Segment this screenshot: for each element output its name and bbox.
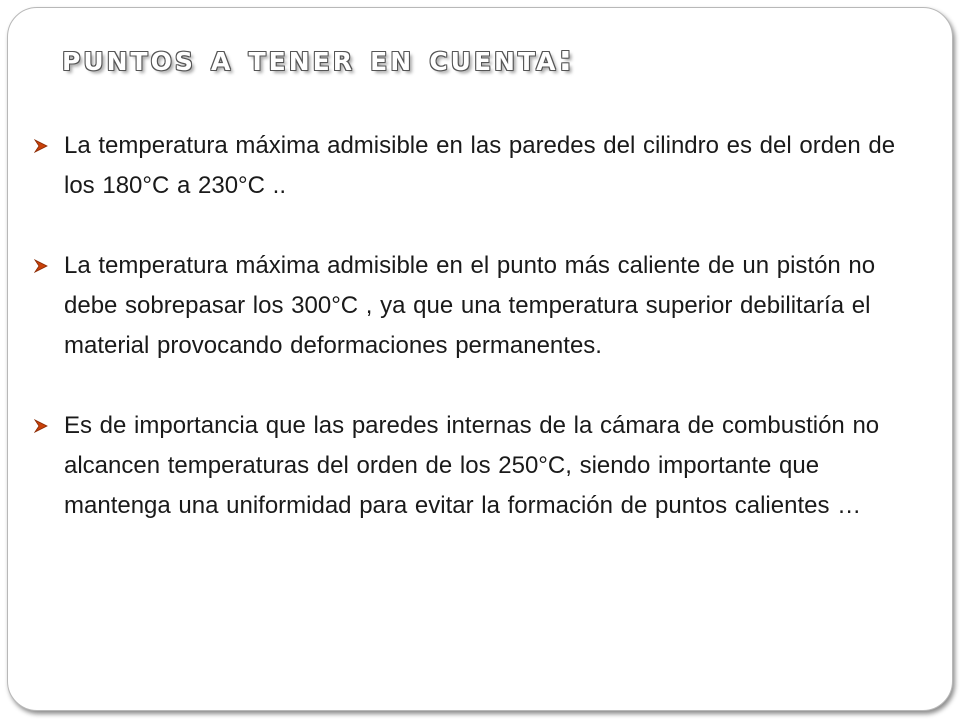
- arrow-bullet-icon: [34, 139, 48, 153]
- bullet-text: La temperatura máxima admisible en las paredes del cilindro es del orden de los 180°C a 230°C ..: [64, 132, 896, 199]
- bullet-item: [34, 406, 924, 526]
- arrow-bullet-icon: [34, 419, 48, 433]
- bullet-text: La temperatura máxima admisible en el punto más caliente de un pistón no debe sobrepasar los 300°C , ya que una temperatura superior debilitaría el material provocando deformaciones permanentes.: [64, 252, 876, 359]
- bullet-text: Es de importancia que las paredes internas de la cámara de combustión no alcancen temperaturas del orden de los 250°C, siendo importante que mantenga una uniformidad para evitar la formación de puntos calientes …: [64, 412, 880, 519]
- bullet-item: [34, 246, 924, 366]
- bullet-item: [34, 126, 924, 206]
- arrow-bullet-icon: [34, 259, 48, 273]
- slide-title: puntos a tener en cuenta:: [62, 39, 576, 79]
- bullet-list: [34, 126, 924, 566]
